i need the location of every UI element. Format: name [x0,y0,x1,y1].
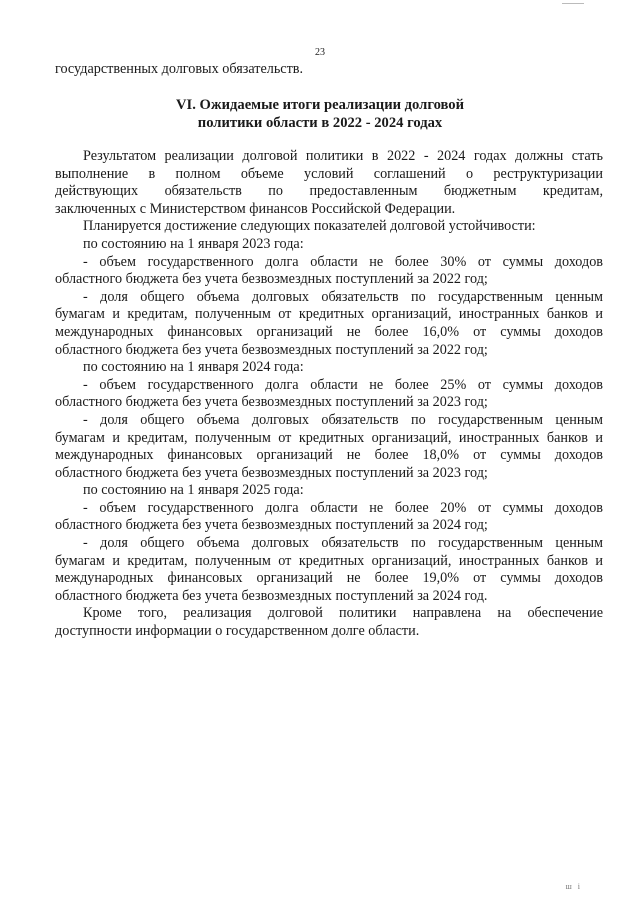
paragraph-1-line: Результатом реализации долговой политики в 2022 - 2024 годах должны стать [83,148,603,164]
date-heading-2025: по состоянию на 1 января 2025 года: [83,482,304,499]
bullet-2023-1-line: - объем государственного долга области не более 30% от суммы доходов [83,253,603,270]
bullet-2023-2-line: бумагам и кредитам, полученным от кредитных организаций, иностранных банков и [55,306,603,323]
bullet-2025-2-line: бумагам и кредитам, полученным от кредитных организаций, иностранных банков и [55,552,603,569]
bullet-2025-2-line: областного бюджета без учета безвозмездных поступлений за 2024 год. [55,587,488,604]
bullet-2025-1-line: областного бюджета без учета безвозмездных поступлений за 2024 год; [55,517,488,534]
bullet-2023-1-line: областного бюджета без учета безвозмездных поступлений за 2022 год; [55,271,488,288]
page-number: 23 [315,47,325,58]
intro-text [55,61,603,79]
bullet-2025-1-line: - объем государственного долга области не более 20% от суммы доходов [83,499,603,516]
bullet-2024-2-line: международных финансовых организаций не более 18,0% от суммы доходов [55,447,603,464]
bullet-2023-2-line: международных финансовых организаций не более 16,0% от суммы доходов [55,323,603,340]
scan-corner-mark [562,0,584,4]
bullet-2024-1-line: областного бюджета без учета безвозмездных поступлений за 2023 год; [55,394,488,411]
paragraph-1-line: заключенных с Министерством финансов Российской Федерации. [55,200,456,217]
paragraph-1-line: действующих обязательств по предоставленным бюджетным кредитам, [55,183,603,200]
intro-line: государственных долговых обязательств. [55,61,304,77]
bullet-2023-2-line: - доля общего объема долговых обязательств по государственным ценным [83,288,603,305]
date-heading-2023: по состоянию на 1 января 2023 года: [83,235,304,252]
date-heading-2024: по состоянию на 1 января 2024 года: [83,359,304,376]
bullet-2024-2-line: - доля общего объема долговых обязательств по государственным ценным [83,411,603,428]
bullet-2024-2-line: областного бюджета без учета безвозмездных поступлений за 2023 год; [55,464,488,481]
section-heading [0,96,640,132]
paragraph-2-line: Планируется достижение следующих показателей долговой устойчивости: [83,218,536,235]
final-paragraph-line: доступности информации о государственном долге области. [55,623,420,640]
body-text [55,148,603,641]
section-title-line-2: политики области в 2022 - 2024 годах [197,115,443,131]
final-paragraph-line: Кроме того, реализация долговой политики направлена на обеспечение [83,605,603,622]
section-title-line-1: VI. Ожидаемые итоги реализации долговой [175,97,465,113]
bullet-2024-1-line: - объем государственного долга области не более 25% от суммы доходов [83,376,603,393]
footer-mark: ш і [565,882,582,891]
bullet-2025-2-line: - доля общего объема долговых обязательств по государственным ценным [83,535,603,552]
paragraph-1-line: выполнение в полном объеме условий соглашений о реструктуризации [55,165,603,182]
bullet-2023-2-line: областного бюджета без учета безвозмездных поступлений за 2022 год; [55,341,488,358]
bullet-2025-2-line: международных финансовых организаций не более 19,0% от суммы доходов [55,570,603,587]
bullet-2024-2-line: бумагам и кредитам, полученным от кредитных организаций, иностранных банков и [55,429,603,446]
